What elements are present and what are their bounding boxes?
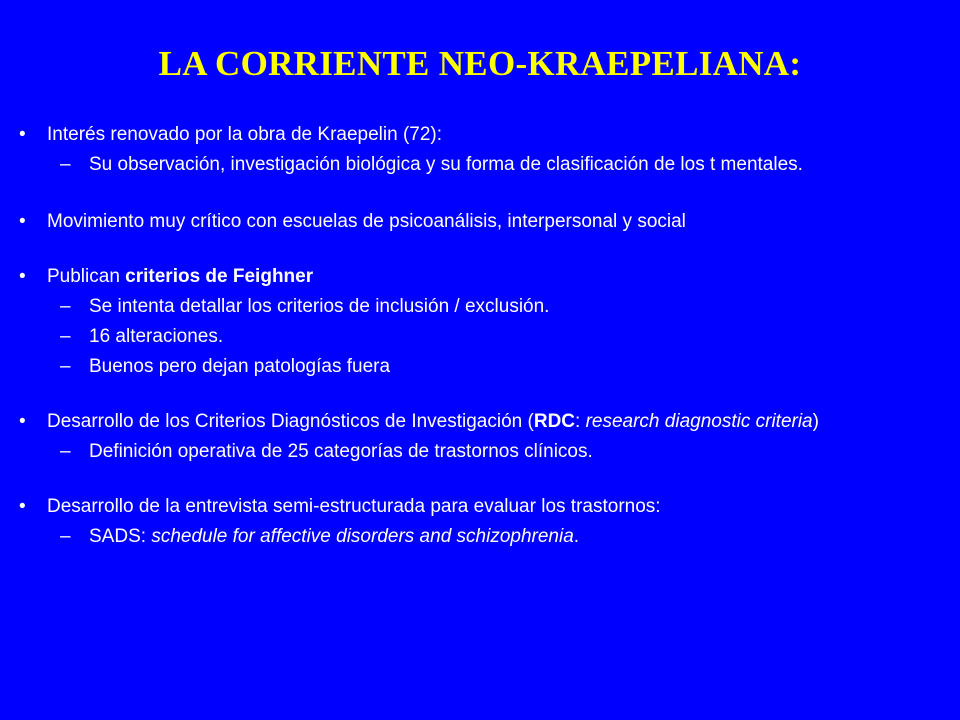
- sub-detallar: – Se intenta detallar los criterios de inclusión / exclusión.: [0, 294, 960, 319]
- slide-title: LA CORRIENTE NEO-KRAEPELIANA:: [158, 44, 802, 83]
- bullet-rdc-italic: research diagnostic criteria: [585, 411, 813, 432]
- sub-sads: [0, 524, 960, 549]
- sub-sads-italic: schedule for affective disorders and schizophrenia: [151, 526, 574, 547]
- bullet-rdc-post: ): [812, 411, 819, 432]
- sub-sads-post: .: [573, 526, 580, 547]
- slide-content: [0, 122, 960, 549]
- sub-definicion: – Definición operativa de 25 categorías de trastornos clínicos.: [0, 439, 960, 464]
- bullet-rdc: [0, 409, 960, 434]
- bullet-entrevista: • Desarrollo de la entrevista semi-estructurada para evaluar los trastornos:: [0, 494, 960, 519]
- sub-buenos: – Buenos pero dejan patologías fuera: [0, 354, 960, 379]
- bullet-rdc-bold: RDC: [533, 411, 576, 432]
- sub-observacion: – Su observación, investigación biológica y su forma de clasificación de los t mentales.: [0, 152, 960, 177]
- bullet-feighner-bold: criterios de Feighner: [125, 266, 314, 287]
- bullet-movimiento: • Movimiento muy crítico con escuelas de psicoanálisis, interpersonal y social: [0, 209, 960, 234]
- bullet-feighner-text: Publican: [47, 266, 126, 287]
- bullet-kraepelin: • Interés renovado por la obra de Kraepelin (72):: [0, 122, 960, 147]
- sub-sads-pre: SADS:: [89, 526, 152, 547]
- bullet-rdc-pre: Desarrollo de los Criterios Diagnósticos de Investigación (: [47, 411, 534, 432]
- sub-alteraciones: – 16 alteraciones.: [0, 324, 960, 349]
- bullet-feighner: [0, 264, 960, 289]
- bullet-rdc-mid: :: [575, 411, 586, 432]
